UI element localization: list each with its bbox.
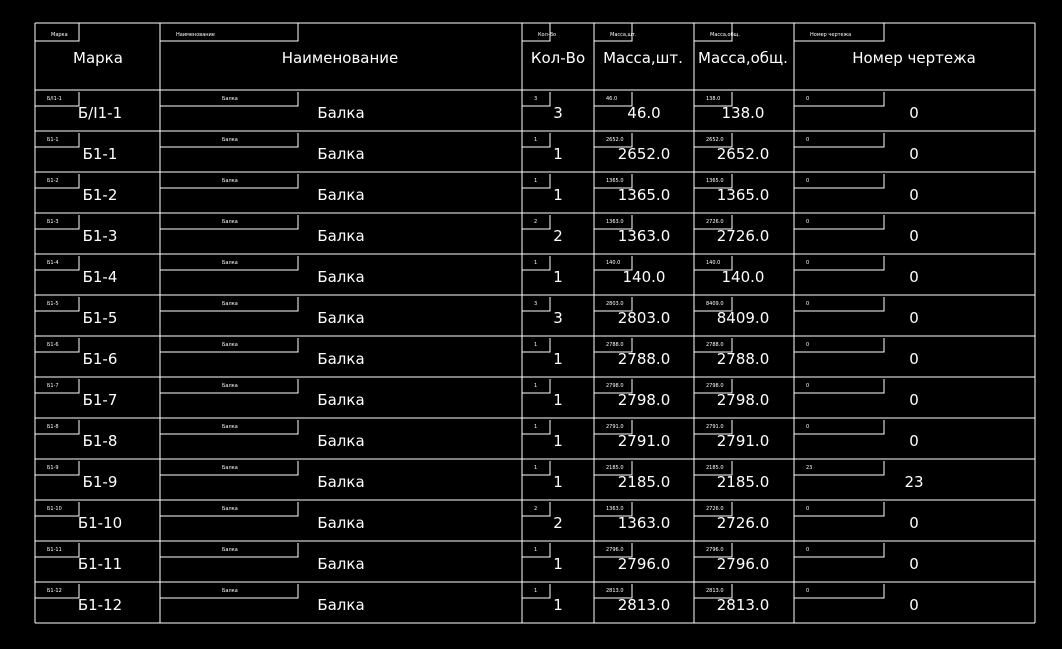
column-header-name: Наименование bbox=[281, 49, 399, 67]
cell-mark: Б1-7 bbox=[82, 391, 118, 409]
cell-small-label: 1 bbox=[534, 260, 538, 266]
cell-qty: 3 bbox=[553, 309, 563, 327]
cell-mark: Б1-12 bbox=[77, 596, 123, 614]
cell-mark: Б1-4 bbox=[82, 268, 118, 286]
column-header-mark: Марка bbox=[73, 49, 123, 67]
cell-small-label: 0 bbox=[806, 301, 810, 307]
cell-qty: 1 bbox=[553, 391, 563, 409]
cell-small-label: 140.0 bbox=[706, 260, 721, 266]
header-small-label: Масса,общ. bbox=[710, 32, 740, 38]
cell-mark: Б1-10 bbox=[77, 514, 123, 532]
cell-small-label: Балка bbox=[222, 178, 238, 184]
cell-small-label: Балка bbox=[222, 506, 238, 512]
header-small-label: Кол-Во bbox=[538, 32, 557, 38]
cell-small-label: 2791.0 bbox=[606, 424, 624, 430]
cell-qty: 1 bbox=[553, 186, 563, 204]
cell-small-label: 0 bbox=[806, 342, 810, 348]
cell-small-label: 0 bbox=[806, 96, 810, 102]
cell-small-label: 1363.0 bbox=[606, 219, 624, 225]
column-header-mass_total: Масса,общ. bbox=[698, 49, 788, 67]
cell-small-label: Б1-6 bbox=[47, 342, 59, 348]
header-small-label: Масса,шт. bbox=[610, 32, 637, 38]
cell-small-label: Балка bbox=[222, 260, 238, 266]
cell-small-label: 1 bbox=[534, 137, 538, 143]
header-small-label: Наименование bbox=[176, 32, 215, 38]
cell-small-label: Балка bbox=[222, 342, 238, 348]
cell-mark: Б1-3 bbox=[82, 227, 118, 245]
cell-drawing: 23 bbox=[904, 473, 924, 491]
cell-qty: 1 bbox=[553, 432, 563, 450]
cell-mark: Б1-2 bbox=[82, 186, 118, 204]
cell-mass-total: 2726.0 bbox=[716, 514, 770, 532]
cell-mass-total: 140.0 bbox=[721, 268, 765, 286]
cell-drawing: 0 bbox=[909, 555, 919, 573]
cell-drawing: 0 bbox=[909, 350, 919, 368]
cell-small-label: Б1-5 bbox=[47, 301, 59, 307]
cell-small-label: 3 bbox=[534, 96, 538, 102]
cell-small-label: Б1-10 bbox=[47, 506, 62, 512]
cell-small-label: 0 bbox=[806, 260, 810, 266]
cell-mass-total: 138.0 bbox=[721, 104, 765, 122]
cell-mass-unit: 140.0 bbox=[622, 268, 666, 286]
cell-small-label: 2185.0 bbox=[606, 465, 624, 471]
cell-drawing: 0 bbox=[909, 432, 919, 450]
cell-qty: 1 bbox=[553, 596, 563, 614]
cell-small-label: Б1-8 bbox=[47, 424, 59, 430]
cell-mass-unit: 2788.0 bbox=[617, 350, 671, 368]
cell-small-label: 23 bbox=[806, 465, 813, 471]
cell-drawing: 0 bbox=[909, 186, 919, 204]
cell-mass-unit: 1365.0 bbox=[617, 186, 671, 204]
cell-small-label: 2185.0 bbox=[706, 465, 724, 471]
cell-mass-total: 2726.0 bbox=[716, 227, 770, 245]
cell-small-label: Б/I1-1 bbox=[47, 96, 62, 102]
cell-drawing: 0 bbox=[909, 596, 919, 614]
cell-small-label: Б1-12 bbox=[47, 588, 62, 594]
cell-small-label: Балка bbox=[222, 383, 238, 389]
cell-small-label: 2652.0 bbox=[606, 137, 624, 143]
cell-small-label: 0 bbox=[806, 137, 810, 143]
cell-small-label: 2796.0 bbox=[706, 547, 724, 553]
cell-small-label: 2788.0 bbox=[706, 342, 724, 348]
cell-small-label: Б1-4 bbox=[47, 260, 59, 266]
cell-mark: Б/I1-1 bbox=[77, 104, 123, 122]
cell-name: Балка bbox=[317, 432, 365, 450]
cell-small-label: 2813.0 bbox=[706, 588, 724, 594]
cell-small-label: 1 bbox=[534, 465, 538, 471]
cell-name: Балка bbox=[317, 309, 365, 327]
cell-name: Балка bbox=[317, 227, 365, 245]
cell-drawing: 0 bbox=[909, 268, 919, 286]
header-small-label: Номер чертежа bbox=[810, 32, 852, 38]
cell-small-label: 2796.0 bbox=[606, 547, 624, 553]
cell-mass-total: 2813.0 bbox=[716, 596, 770, 614]
cell-small-label: 1 bbox=[534, 547, 538, 553]
cell-qty: 1 bbox=[553, 145, 563, 163]
cell-small-label: 2791.0 bbox=[706, 424, 724, 430]
cell-small-label: 1 bbox=[534, 383, 538, 389]
cell-name: Балка bbox=[317, 514, 365, 532]
cell-small-label: 2726.0 bbox=[706, 219, 724, 225]
cell-name: Балка bbox=[317, 145, 365, 163]
cell-small-label: 2788.0 bbox=[606, 342, 624, 348]
cell-mass-unit: 46.0 bbox=[627, 104, 661, 122]
cell-mark: Б1-5 bbox=[82, 309, 118, 327]
cell-small-label: Балка bbox=[222, 547, 238, 553]
cell-small-label: 2803.0 bbox=[606, 301, 624, 307]
cell-small-label: 0 bbox=[806, 383, 810, 389]
cell-small-label: 8409.0 bbox=[706, 301, 724, 307]
cell-small-label: Б1-1 bbox=[47, 137, 59, 143]
cell-small-label: 0 bbox=[806, 219, 810, 225]
cell-small-label: 1365.0 bbox=[606, 178, 624, 184]
cell-small-label: Балка bbox=[222, 137, 238, 143]
cell-small-label: 2726.0 bbox=[706, 506, 724, 512]
cell-mass-total: 2652.0 bbox=[716, 145, 770, 163]
cell-small-label: 2813.0 bbox=[606, 588, 624, 594]
cell-small-label: Б1-3 bbox=[47, 219, 59, 225]
cell-small-label: Балка bbox=[222, 301, 238, 307]
header-small-label: Марка bbox=[51, 32, 68, 38]
cell-small-label: 1 bbox=[534, 342, 538, 348]
cell-small-label: 2 bbox=[534, 506, 538, 512]
cell-mass-unit: 2185.0 bbox=[617, 473, 671, 491]
cell-qty: 1 bbox=[553, 555, 563, 573]
cell-name: Балка bbox=[317, 268, 365, 286]
cell-small-label: 2798.0 bbox=[606, 383, 624, 389]
cell-small-label: 1363.0 bbox=[606, 506, 624, 512]
cell-qty: 2 bbox=[553, 514, 563, 532]
cell-name: Балка bbox=[317, 104, 365, 122]
cell-small-label: Балка bbox=[222, 424, 238, 430]
cell-small-label: Балка bbox=[222, 219, 238, 225]
cell-mass-unit: 2798.0 bbox=[617, 391, 671, 409]
cell-qty: 1 bbox=[553, 268, 563, 286]
cell-mark: Б1-1 bbox=[82, 145, 118, 163]
cell-mark: Б1-8 bbox=[82, 432, 118, 450]
cell-small-label: Балка bbox=[222, 96, 238, 102]
cell-small-label: 0 bbox=[806, 506, 810, 512]
cell-mark: Б1-9 bbox=[82, 473, 118, 491]
cell-qty: 3 bbox=[553, 104, 563, 122]
cell-drawing: 0 bbox=[909, 391, 919, 409]
cell-mark: Б1-11 bbox=[77, 555, 123, 573]
cell-small-label: Б1-9 bbox=[47, 465, 59, 471]
cell-drawing: 0 bbox=[909, 145, 919, 163]
cell-mass-unit: 2796.0 bbox=[617, 555, 671, 573]
cell-small-label: 138.0 bbox=[706, 96, 721, 102]
cell-small-label: 0 bbox=[806, 547, 810, 553]
cell-mass-unit: 2813.0 bbox=[617, 596, 671, 614]
cell-small-label: 1 bbox=[534, 588, 538, 594]
cell-small-label: Б1-11 bbox=[47, 547, 62, 553]
column-header-mass_unit: Масса,шт. bbox=[603, 49, 683, 67]
cell-mass-total: 2796.0 bbox=[716, 555, 770, 573]
cell-small-label: 2798.0 bbox=[706, 383, 724, 389]
cell-mass-unit: 2652.0 bbox=[617, 145, 671, 163]
cell-drawing: 0 bbox=[909, 514, 919, 532]
cell-small-label: 1 bbox=[534, 424, 538, 430]
cell-small-label: Балка bbox=[222, 465, 238, 471]
cell-drawing: 0 bbox=[909, 104, 919, 122]
cell-name: Балка bbox=[317, 186, 365, 204]
cell-small-label: Б1-7 bbox=[47, 383, 59, 389]
cell-name: Балка bbox=[317, 555, 365, 573]
cell-mass-unit: 2791.0 bbox=[617, 432, 671, 450]
cell-mass-unit: 1363.0 bbox=[617, 227, 671, 245]
cell-mark: Б1-6 bbox=[82, 350, 118, 368]
cell-small-label: 0 bbox=[806, 178, 810, 184]
cell-mass-total: 1365.0 bbox=[716, 186, 770, 204]
cell-qty: 1 bbox=[553, 473, 563, 491]
column-header-qty: Кол-Во bbox=[530, 49, 586, 67]
cell-drawing: 0 bbox=[909, 309, 919, 327]
cell-small-label: 2 bbox=[534, 219, 538, 225]
cell-small-label: 2652.0 bbox=[706, 137, 724, 143]
cell-name: Балка bbox=[317, 473, 365, 491]
cell-qty: 2 bbox=[553, 227, 563, 245]
cell-name: Балка bbox=[317, 391, 365, 409]
cell-small-label: 140.0 bbox=[606, 260, 621, 266]
cell-mass-total: 2798.0 bbox=[716, 391, 770, 409]
cell-drawing: 0 bbox=[909, 227, 919, 245]
cell-small-label: 1365.0 bbox=[706, 178, 724, 184]
cell-qty: 1 bbox=[553, 350, 563, 368]
cell-name: Балка bbox=[317, 350, 365, 368]
cell-mass-total: 2185.0 bbox=[716, 473, 770, 491]
cell-small-label: 0 bbox=[806, 588, 810, 594]
cell-small-label: 46.0 bbox=[606, 96, 618, 102]
cell-mass-total: 2788.0 bbox=[716, 350, 770, 368]
cell-mass-unit: 2803.0 bbox=[617, 309, 671, 327]
cell-mass-unit: 1363.0 bbox=[617, 514, 671, 532]
cell-small-label: 1 bbox=[534, 178, 538, 184]
cell-name: Балка bbox=[317, 596, 365, 614]
cell-small-label: 0 bbox=[806, 424, 810, 430]
cell-mass-total: 8409.0 bbox=[716, 309, 770, 327]
cell-small-label: Б1-2 bbox=[47, 178, 59, 184]
cell-small-label: 3 bbox=[534, 301, 538, 307]
cell-mass-total: 2791.0 bbox=[716, 432, 770, 450]
column-header-drawing: Номер чертежа bbox=[852, 49, 976, 67]
cell-small-label: Балка bbox=[222, 588, 238, 594]
